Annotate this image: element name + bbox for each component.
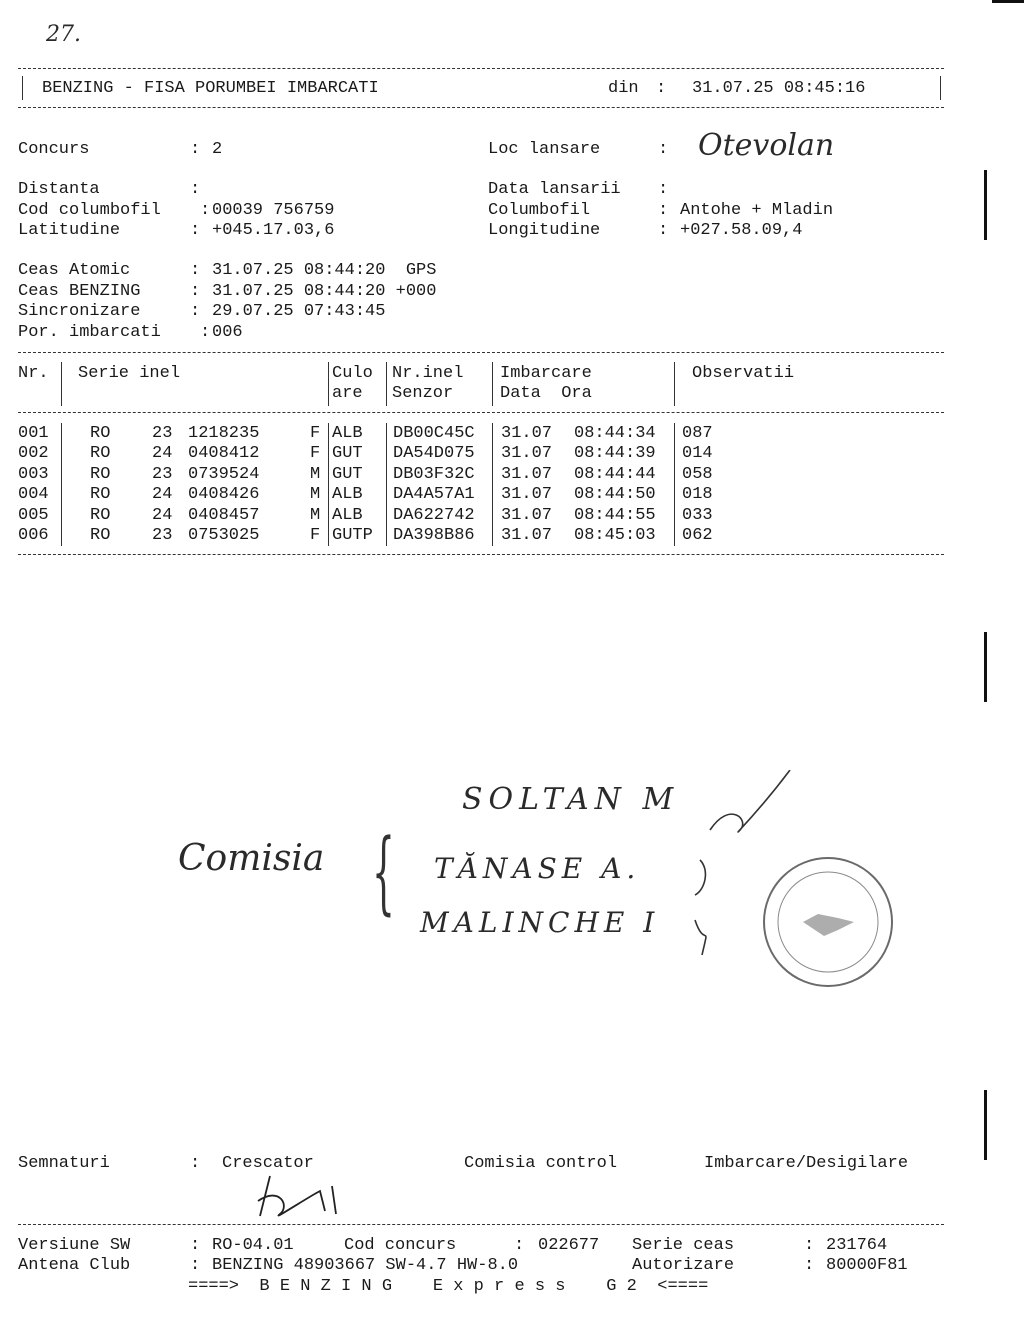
header-title: BENZING - FISA PORUMBEI IMBARCATI [42, 79, 379, 98]
table-col-divider [386, 362, 387, 406]
table-cell-color: GUT [332, 444, 363, 464]
round-stamp [758, 852, 898, 992]
table-cell-obs: 018 [682, 485, 713, 505]
autorizare-label: Autorizare [632, 1256, 735, 1275]
table-cell-nr: 004 [18, 485, 49, 505]
table-col-divider [61, 464, 62, 485]
table-cell-obs: 033 [682, 505, 713, 525]
table-cell-nr: 006 [18, 526, 49, 545]
table-cell-obs: 087 [682, 424, 713, 443]
table-col-divider [674, 484, 675, 505]
versiune-label: Versiune SW [18, 1236, 131, 1255]
table-cell-obs: 062 [682, 526, 713, 545]
table-col-divider [674, 525, 675, 546]
table-col-divider [492, 525, 493, 546]
table-cell-sensor: DA54D075 [393, 444, 475, 464]
table-col-divider [386, 525, 387, 546]
table-cell-date: 31.07 [501, 526, 553, 545]
scan-edge-mark [984, 170, 987, 240]
table-cell-year: 23 [152, 526, 173, 545]
table-cell-sensor: DB00C45C [393, 424, 475, 443]
th-senzor-1: Nr.inel [392, 364, 464, 383]
table-cell-country: RO [90, 505, 111, 525]
table-cell-obs: 014 [682, 444, 713, 464]
sincronizare-label: Sincronizare [18, 302, 141, 321]
table-cell-year: 24 [152, 444, 173, 464]
longitudine-label: Longitudine [488, 221, 601, 240]
table-cell-nr: 005 [18, 505, 49, 525]
cod-concurs-label: Cod concurs [344, 1236, 457, 1255]
table-cell-year: 24 [152, 505, 173, 525]
table-cell-country: RO [90, 485, 111, 505]
table-col-divider [328, 362, 329, 406]
table-bottom-rule [18, 554, 944, 555]
table-cell-country: RO [90, 444, 111, 464]
concurs-value: 2 [212, 140, 223, 159]
table-cell-ring: 0753025 [188, 526, 260, 545]
table-top-rule [18, 352, 944, 353]
latitudine-label: Latitudine [18, 221, 121, 240]
scan-edge-mark [984, 1090, 987, 1160]
table-col-divider [61, 525, 62, 546]
concurs-label: Concurs [18, 140, 90, 159]
table-col-divider [61, 423, 62, 444]
table-cell-ring: 0739524 [188, 464, 260, 484]
table-cell-sensor: DA4A57A1 [393, 485, 475, 505]
table-cell-time: 08:44:50 [574, 485, 656, 505]
table-col-divider [492, 443, 493, 464]
table-cell-date: 31.07 [501, 485, 553, 505]
table-cell-sensor: DA622742 [393, 505, 475, 525]
table-col-divider [674, 464, 675, 485]
table-cell-time: 08:44:44 [574, 464, 656, 484]
table-cell-time: 08:44:39 [574, 444, 656, 464]
semnaturi-label: Semnaturi [18, 1154, 110, 1173]
crescator-label: Crescator [222, 1154, 314, 1173]
table-col-divider [386, 423, 387, 444]
table-cell-obs: 058 [682, 464, 713, 484]
handwritten-name-malinche: MALINCHE I [420, 906, 660, 939]
th-observatii: Observatii [692, 364, 795, 383]
serie-ceas-label: Serie ceas [632, 1236, 735, 1255]
page-number: 27. [46, 22, 81, 47]
table-cell-ring: 0408457 [188, 505, 260, 525]
ceas-benzing-label: Ceas BENZING [18, 282, 141, 301]
header-bottom-rule [18, 107, 944, 108]
handwritten-name-soltan: SOLTAN M [462, 782, 680, 817]
table-col-divider [492, 423, 493, 444]
por-imbarcati-value: 006 [212, 323, 243, 342]
table-cell-color: GUT [332, 464, 363, 484]
latitudine-value: +045.17.03,6 [212, 221, 335, 240]
table-col-divider [386, 484, 387, 505]
handwritten-comisia: Comisia [178, 838, 325, 879]
header-left-bar [22, 76, 23, 100]
table-header-rule [18, 412, 944, 413]
table-col-divider [492, 505, 493, 526]
table-col-divider [61, 484, 62, 505]
table-cell-country: RO [90, 526, 111, 545]
footer-rule [18, 1224, 944, 1225]
table-cell-sex: F [310, 424, 321, 443]
table-cell-color: ALB [332, 505, 363, 525]
table-cell-country: RO [90, 464, 111, 484]
longitudine-value: +027.58.09,4 [680, 221, 803, 240]
table-col-divider [386, 505, 387, 526]
imbarcare-desigilare-label: Imbarcare/Desigilare [704, 1154, 909, 1173]
th-senzor-2: Senzor [392, 384, 454, 403]
table-col-divider [492, 484, 493, 505]
table-cell-year: 23 [152, 464, 173, 484]
table-cell-color: ALB [332, 485, 363, 505]
serie-ceas-value: 231764 [826, 1236, 888, 1255]
autorizare-value: 80000F81 [826, 1256, 908, 1275]
table-cell-sex: M [310, 485, 321, 505]
antena-value: BENZING 48903667 SW-4.7 HW-8.0 [212, 1256, 519, 1275]
th-culoare-1: Culo [332, 364, 373, 383]
table-cell-sensor: DA398B86 [393, 526, 475, 545]
table-cell-ring: 1218235 [188, 424, 260, 443]
th-culoare-2: are [332, 384, 363, 403]
table-cell-sex: M [310, 464, 321, 484]
table-cell-ring: 0408412 [188, 444, 260, 464]
table-col-divider [328, 443, 329, 464]
crescator-signature [250, 1166, 350, 1226]
table-cell-nr: 002 [18, 444, 49, 464]
th-nr: Nr. [18, 364, 49, 383]
table-cell-date: 31.07 [501, 505, 553, 525]
table-cell-sex: F [310, 444, 321, 464]
header-date-label: din [608, 79, 639, 98]
loc-lansare-label: Loc lansare [488, 140, 601, 159]
table-col-divider [61, 505, 62, 526]
header-top-rule [18, 68, 944, 69]
table-col-divider [328, 423, 329, 444]
table-cell-date: 31.07 [501, 444, 553, 464]
table-cell-date: 31.07 [501, 464, 553, 484]
th-imbarcare-1: Imbarcare [500, 364, 592, 383]
por-imbarcati-label: Por. imbarcati [18, 323, 161, 342]
cod-columbofil-value: 00039 756759 [212, 201, 335, 220]
table-cell-time: 08:44:34 [574, 424, 656, 443]
table-cell-time: 08:44:55 [574, 505, 656, 525]
table-cell-nr: 003 [18, 464, 49, 484]
table-cell-color: ALB [332, 424, 363, 443]
table-cell-sex: M [310, 505, 321, 525]
ceas-atomic-label: Ceas Atomic [18, 261, 131, 280]
th-serie-inel: Serie inel [78, 364, 181, 383]
loc-lansare-handwritten: Otevolan [698, 128, 835, 163]
table-cell-year: 23 [152, 424, 173, 443]
table-col-divider [61, 443, 62, 464]
sincronizare-value: 29.07.25 07:43:45 [212, 302, 386, 321]
scan-edge-mark [984, 632, 987, 702]
distanta-label: Distanta [18, 180, 100, 199]
table-cell-country: RO [90, 424, 111, 443]
table-col-divider [674, 423, 675, 444]
table-cell-year: 24 [152, 485, 173, 505]
columbofil-label: Columbofil [488, 201, 591, 220]
antena-label: Antena Club [18, 1256, 131, 1275]
brand-line: ====> B E N Z I N G E x p r e s s G 2 <==== [188, 1277, 709, 1296]
versiune-value: RO-04.01 [212, 1236, 294, 1255]
table-cell-ring: 0408426 [188, 485, 260, 505]
table-col-divider [386, 464, 387, 485]
table-cell-sex: F [310, 526, 321, 545]
table-cell-nr: 001 [18, 424, 49, 443]
cod-concurs-value: 022677 [538, 1236, 600, 1255]
table-cell-time: 08:45:03 [574, 526, 656, 545]
comisia-control-label: Comisia control [464, 1154, 618, 1173]
ceas-benzing-value: 31.07.25 08:44:20 +000 [212, 282, 437, 301]
handwritten-name-tanase: TĂNASE A. [434, 852, 641, 885]
table-col-divider [492, 362, 493, 406]
table-col-divider [674, 443, 675, 464]
table-cell-color: GUTP [332, 526, 373, 545]
table-col-divider [674, 505, 675, 526]
table-col-divider [386, 443, 387, 464]
th-imbarcare-2: Data Ora [500, 384, 592, 403]
table-col-divider [328, 525, 329, 546]
brace-mark: { [372, 820, 395, 925]
table-cell-date: 31.07 [501, 424, 553, 443]
scan-edge-mark [992, 0, 1024, 3]
header-right-bar [940, 76, 941, 100]
columbofil-value: Antohe + Mladin [680, 201, 834, 220]
table-col-divider [328, 464, 329, 485]
ceas-atomic-value: 31.07.25 08:44:20 GPS [212, 261, 437, 280]
table-col-divider [328, 484, 329, 505]
header-date-value: 31.07.25 08:45:16 [692, 79, 866, 98]
cod-columbofil-label: Cod columbofil [18, 201, 161, 220]
data-lansarii-label: Data lansarii [488, 180, 621, 199]
table-col-divider [492, 464, 493, 485]
table-cell-sensor: DB03F32C [393, 464, 475, 484]
table-col-divider [674, 362, 675, 406]
table-col-divider [328, 505, 329, 526]
table-col-divider [61, 362, 62, 406]
